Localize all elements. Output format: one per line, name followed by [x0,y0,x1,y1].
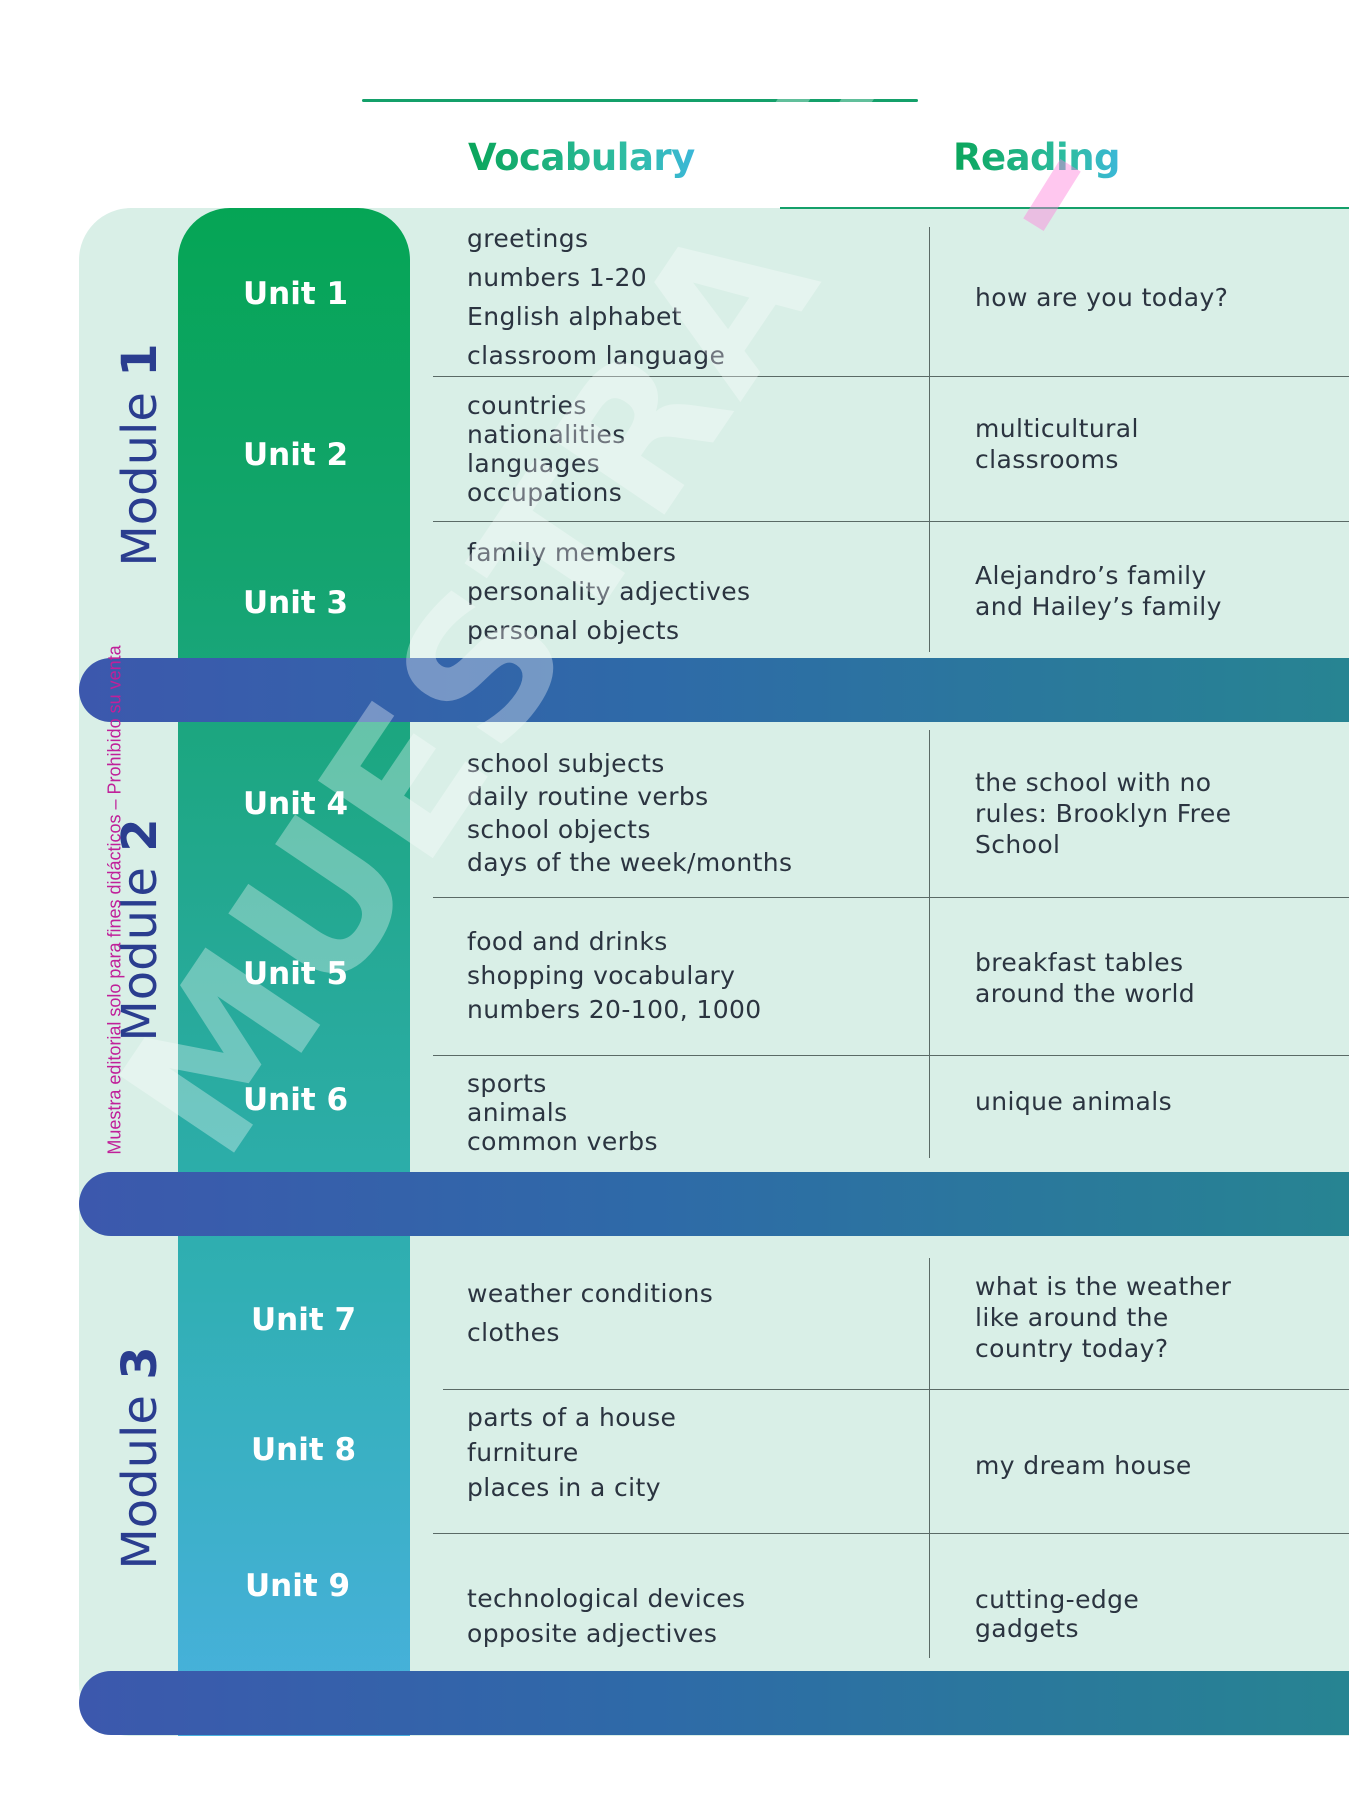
row-divider [433,1055,1349,1056]
module-3-label: Module 3 [112,1346,168,1570]
vocabulary-item: daily routine verbs [467,782,709,811]
reading-line: multicultural [975,414,1139,443]
vocabulary-item: common verbs [467,1126,658,1156]
unit-label: Unit 2 [243,437,349,473]
reading-line: classrooms [975,445,1119,474]
reading-line: my dream house [975,1450,1192,1480]
module-separator-band [79,658,1349,722]
vocabulary-item: occupations [467,478,623,507]
reading-line: breakfast tables [975,948,1184,977]
vocabulary-item: numbers 1-20 [467,263,648,292]
vocabulary-item: numbers 20-100, 1000 [467,994,762,1024]
vocabulary-list [467,1398,676,1506]
reading-line: and Hailey’s family [975,592,1222,621]
reading-line: how are you today? [975,282,1229,312]
vocabulary-item: personal objects [467,615,680,645]
reading-entry [975,758,1335,868]
unit-label: Unit 6 [243,1082,349,1118]
row-divider [433,1533,1349,1534]
vocabulary-item: animals [467,1097,568,1127]
vocabulary-item: parts of a house [467,1402,677,1432]
vocabulary-item: English alphabet [467,302,682,331]
reading-line: Alejandro’s family [975,561,1207,590]
vocabulary-item: classroom language [467,341,726,370]
vocabulary-item: weather conditions [467,1279,714,1308]
reading-column-header: Reading [953,136,1121,179]
vocabulary-item: furniture [467,1437,579,1467]
vocabulary-item: countries [467,391,587,420]
vocabulary-list [467,1576,745,1656]
reading-line: rules: Brooklyn Free [975,798,1232,828]
unit-label: Unit 3 [243,585,349,621]
module-separator-band [79,1172,1349,1236]
vocabulary-item: family members [467,537,677,567]
unit-label: Unit 7 [251,1302,357,1338]
vocabulary-item: school subjects [467,749,665,778]
vocabulary-item: opposite adjectives [467,1619,718,1648]
column-divider [929,227,930,652]
vocabulary-list [467,913,762,1037]
reading-entry [975,1578,1335,1650]
module-separator-band [79,1671,1349,1735]
vocabulary-item: places in a city [467,1472,661,1502]
vocabulary-item: food and drinks [467,926,668,956]
side-note: Muestra editorial solo para fines didácticos – Prohibido su venta [104,645,125,1155]
reading-line: cutting-edge [975,1585,1140,1614]
column-divider [929,730,930,1158]
reading-entry [975,548,1335,634]
vocabulary-column-header: Vocabulary [468,136,695,179]
reading-line: unique animals [975,1086,1173,1116]
vocabulary-item: shopping vocabulary [467,960,736,990]
row-divider [433,897,1349,898]
reading-entry [975,227,1335,367]
reading-line: the school with no [975,767,1212,797]
unit-label: Unit 4 [243,786,349,822]
vocabulary-list [467,1062,658,1162]
row-divider [443,1389,1349,1390]
unit-label: Unit 8 [251,1432,357,1468]
vocabulary-item: days of the week/months [467,848,793,877]
unit-label: Unit 1 [243,276,349,312]
reading-line: gadgets [975,1614,1079,1643]
reading-line: around the world [975,979,1196,1008]
vocabulary-item: sports [467,1068,547,1098]
reading-line: what is the weather [975,1271,1232,1301]
unit-label: Unit 9 [245,1568,351,1604]
vocabulary-item: nationalities [467,420,626,449]
vocabulary-item: school objects [467,815,651,844]
module-2-label: Module 2 [112,818,168,1042]
vocabulary-item: greetings [467,224,589,253]
reading-entry [975,1080,1335,1122]
reading-entry [975,935,1335,1021]
module-1-label: Module 1 [112,343,168,567]
vocabulary-item: personality adjectives [467,576,751,606]
vocabulary-list [467,1262,713,1364]
column-divider [929,1258,930,1658]
reading-line: country today? [975,1333,1169,1363]
reading-line: School [975,829,1061,859]
vocabulary-item: technological devices [467,1584,746,1613]
unit-label: Unit 5 [243,956,349,992]
vocabulary-item: languages [467,449,601,478]
vocabulary-item: clothes [467,1318,560,1347]
reading-entry [975,400,1335,488]
reading-line: like around the [975,1302,1169,1332]
reading-entry [975,1262,1335,1372]
reading-entry [975,1444,1335,1486]
